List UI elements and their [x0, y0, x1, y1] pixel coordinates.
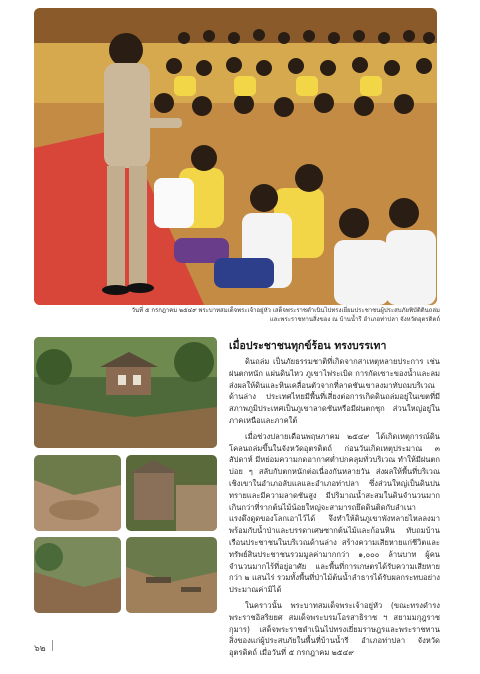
article-paragraph-2: เมื่อช่วงปลายเดือนพฤษภาคม ๒๕๔๙ ได้เกิดเหตุการณ์ดินโคลนถล่มขึ้นในจังหวัดอุตรดิตถ์ ก่อนวันเกิดเหตุประมาณ ๓ สัปดาห์ มีหย่อมความกดอากาศต่ำปกคลุมทั่วบริเวณ ทำให้มีฝนตกบ่อย ๆ สลับกับตกหนักต่อเนื่องกันหลายวัน ส่งผลให้พื้นที่บริเวณเชิงเขาในอำเภอลับแลและอำเภอท่าปลา ซึ่งส่วนใหญ่เป็นดินปนทรายและมีความลาดชันสูง มีปริมาณน้ำสะสมในดินจำนวนมากเกินกว่าที่รากต้นไม้น้อยใหญ่จะสามารถยึดดินติดกับลำเนาแรงดึงดูดของโลกเอาไว้ได้ จึงทำให้ดินภูเขาพังทลายไหลลงมาพร้อมกับน้ำป่าและบรรดาเศษซากต้นไม้และก้อนหิน ทับถมบ้านเรือนประชาชนในบริเวณด้านล่าง สร้างความเสียหายแก่ชีวิตและทรัพย์สินประชาชนรวมมูลค่ามากกว่า ๑,๐๐๐ ล้านบาท ผู้คนจำนวนมากไร้ที่อยู่อาศัย และพื้นที่การเกษตรได้รับความเสียหายกว่า ๒ แสนไร่ รวมทั้งพื้นที่ป่าไม้ต้นน้ำลำธารได้รับผลกระทบอย่างประมาณค่ามิได้ [229, 431, 440, 595]
caption-line-2: และพระราชทานสิ่งของ ณ บ้านน้ำรี อำเภอท่าปลา จังหวัดอุตรดิตถ์ [269, 315, 440, 323]
article-paragraph-1: ดินถล่ม เป็นภัยธรรมชาติที่เกิดจากสาเหตุหลายประการ เช่น ฝนตกหนัก แผ่นดินไหว ภูเขาไฟระเบิด การกัดเซาะของน้ำและลม ส่งผลให้ดินและหินเคลื่อนตัวจากที่ลาดชันเขาลงมาทับถมบริเวณด้านล่าง ประเทศไทยมีพื้นที่เสี่ยงต่อการเกิดดินถล่มอยู่ในเขตที่มีสภาพภูมิประเทศเป็นภูเขาลาดชันหรือมีฝนตกชุก ส่วนใหญ่อยู่ในภาคเหนือและภาคใต้ [229, 357, 440, 425]
landslide-photo-house [34, 337, 217, 448]
landslide-photo-house-illustration [34, 337, 217, 448]
landslide-photo-debris-illustration [126, 537, 217, 613]
landslide-photo-damaged-house [126, 455, 217, 531]
main-photo [34, 8, 437, 305]
landslide-photo-mud-illustration [34, 455, 121, 531]
article-paragraph-3: ในคราวนั้น พระบาทสมเด็จพระเจ้าอยู่หัว (ขณะทรงดำรงพระราชอิสริยยศ สมเด็จพระบรมโอรสาธิราช ฯ สยามมกุฎราชกุมาร) เสด็จพระราชดำเนินไปทรงเยี่ยมราษฎรและพระราชทานสิ่งของแก่ผู้ประสบภัยในพื้นที่บ้านน้ำรี อำเภอท่าปลา จังหวัดอุตรดิตถ์ เมื่อวันที่ ๕ กรกฎาคม ๒๕๔๙ [229, 600, 440, 658]
article-title: เมื่อประชาชนทุกข์ร้อน ทรงบรรเทา [229, 340, 387, 352]
landslide-photo-mud [34, 455, 121, 531]
landslide-photo-debris [126, 537, 217, 613]
caption-line-1: วันที่ ๕ กรกฎาคม ๒๕๔๙ พระบาทสมเด็จพระเจ้าอยู่หัว เสด็จพระราชดำเนินไปทรงเยี่ยมประชาชนผู้ประสบภัยพิบัติดินถล่ม [131, 307, 440, 314]
page-number: ๖๒ [34, 644, 46, 654]
landslide-photo-valley [34, 537, 121, 613]
main-photo-illustration [34, 8, 437, 305]
page-number-divider [52, 640, 53, 651]
article-body [229, 356, 440, 663]
landslide-photo-valley-illustration [34, 537, 121, 613]
landslide-photo-damaged-house-illustration [126, 455, 217, 531]
main-photo-caption [95, 307, 440, 324]
